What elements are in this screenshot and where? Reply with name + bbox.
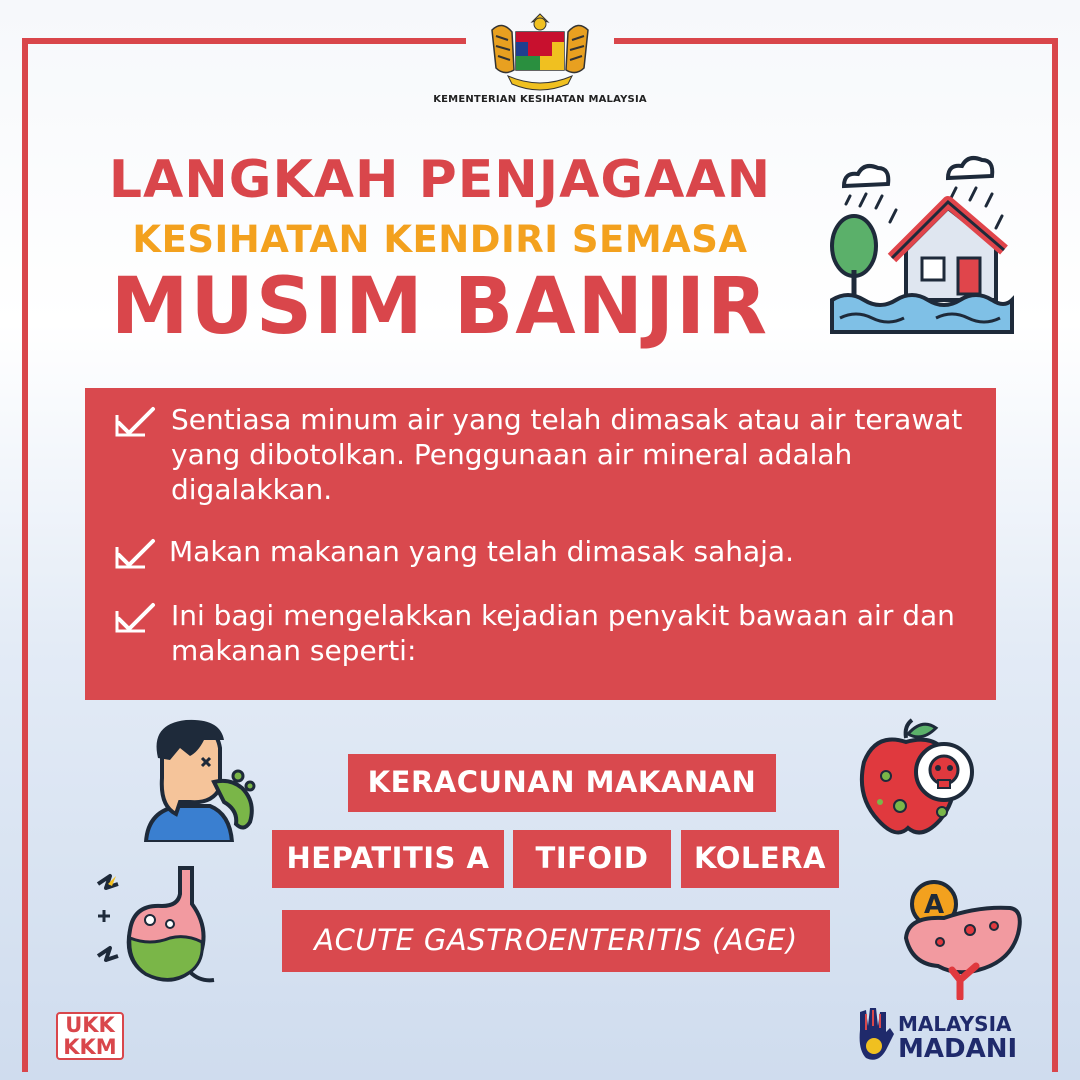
frame-border-left xyxy=(22,38,28,1072)
check-icon xyxy=(115,405,157,437)
ukk-logo-line-1: UKK xyxy=(65,1013,115,1037)
poisoned-apple-icon xyxy=(856,716,980,842)
frame-border-right xyxy=(1052,38,1058,1072)
tip-text: Sentiasa minum air yang telah dimasak atau air terawat yang dibotolkan. Penggunaan air mineral adalah digalakkan. xyxy=(171,403,963,506)
malaysia-madani-logo xyxy=(856,1004,1026,1068)
frame-border-top-right xyxy=(614,38,1058,44)
ukk-logo-line-2: KKM xyxy=(63,1035,117,1059)
vomiting-person-icon xyxy=(140,718,270,842)
tip-text: Makan makanan yang telah dimasak sahaja. xyxy=(169,535,794,568)
disease-hepatitis-a: HEPATITIS A xyxy=(272,830,504,888)
frame-border-top-left xyxy=(22,38,466,44)
ukk-kkm-logo xyxy=(56,1012,124,1060)
liver-icon xyxy=(898,880,1026,1000)
flooded-house-icon xyxy=(826,150,1016,340)
disease-cholera: KOLERA xyxy=(681,830,839,888)
title-line-3: MUSIM BANJIR xyxy=(110,262,770,352)
stomach-icon xyxy=(90,864,220,988)
ministry-name: KEMENTERIAN KESIHATAN MALAYSIA xyxy=(433,94,647,105)
disease-food-poisoning: KERACUNAN MAKANAN xyxy=(348,754,776,812)
disease-typhoid: TIFOID xyxy=(513,830,671,888)
title-line-1: LANGKAH PENJAGAAN xyxy=(108,150,772,210)
title-line-2: KESIHATAN KENDIRI SEMASA xyxy=(132,218,748,261)
madani-hand-icon xyxy=(856,1006,896,1066)
disease-age: ACUTE GASTROENTERITIS (AGE) xyxy=(282,910,830,972)
tip-text: Ini bagi mengelakkan kejadian penyakit bawaan air dan makanan seperti: xyxy=(171,599,955,667)
tips-panel xyxy=(85,388,996,700)
check-icon xyxy=(115,601,157,633)
madani-logo-line-2: MADANI xyxy=(898,1034,1018,1064)
check-icon xyxy=(115,537,157,569)
coat-of-arms-icon xyxy=(478,10,602,94)
madani-logo-line-1: MALAYSIA xyxy=(898,1012,1012,1036)
liver-letter: A xyxy=(923,890,945,920)
